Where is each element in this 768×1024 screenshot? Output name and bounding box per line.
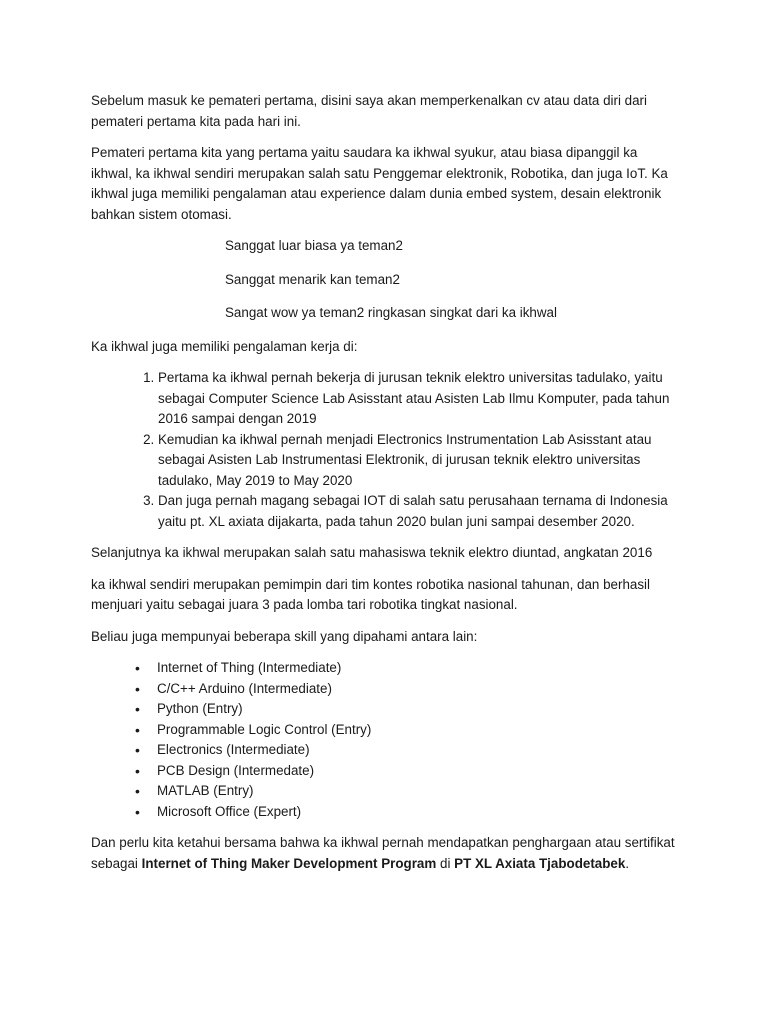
- skill-item: • MATLAB (Entry): [135, 781, 681, 802]
- profile-paragraph: Pemateri pertama kita yang pertama yaitu saudara ka ikhwal syukur, atau biasa dipanggil ka ikhwal, ka ikhwal sendiri merupakan salah satu Penggemar elektronik, Robotika, dan juga IoT. Ka ikhwal juga memiliki pengalaman atau experience dalam dunia embed system, desain elektronik bahkan sistem otomasi.: [91, 145, 668, 222]
- closing-connector: di: [436, 855, 455, 871]
- skills-heading: Beliau juga mempunyai beberapa skill yang dipahami antara lain:: [91, 628, 478, 644]
- skills-list: [91, 658, 681, 822]
- leader-paragraph: ka ikhwal sendiri merupakan pemimpin dari tim kontes robotika nasional tahunan, dan berhasil menjuari yaitu sebagai juara 3 pada lomba tari robotika tingkat nasional.: [91, 576, 650, 612]
- remark-line: Sanggat luar biasa ya teman2: [225, 238, 403, 253]
- closing-paragraph: [91, 833, 681, 874]
- remark-line: Sangat wow ya teman2 ringkasan singkat dari ka ikhwal: [225, 305, 557, 320]
- experience-list: [91, 368, 681, 532]
- experience-item: 3. Dan juga pernah magang sebagai IOT di salah satu perusahaan ternama di Indonesia yaitu pt. XL axiata dijakarta, pada tahun 2020 bulan juni sampai desember 2020.: [158, 491, 681, 532]
- skill-item: • Programmable Logic Control (Entry): [135, 720, 681, 741]
- closing-period: .: [625, 855, 630, 871]
- intro-paragraph: Sebelum masuk ke pemateri pertama, disini saya akan memperkenalkan cv atau data diri dari pemateri pertama kita pada hari ini.: [91, 93, 647, 129]
- skill-item: • Microsoft Office (Expert): [135, 802, 681, 823]
- skill-item: • PCB Design (Intermedate): [135, 761, 681, 782]
- skill-item: • C/C++ Arduino (Intermediate): [135, 679, 681, 700]
- remark-line: Sanggat menarik kan teman2: [225, 271, 400, 287]
- company-name: PT XL Axiata Tjabodetabek: [454, 855, 626, 871]
- closing-text: Dan perlu kita ketahui bersama bahwa ka ikhwal pernah mendapatkan penghargaan atau sertifikat sebagai: [91, 835, 675, 871]
- program-name: Internet of Thing Maker Development Program: [141, 855, 437, 871]
- experience-item: 1. Pertama ka ikhwal pernah bekerja di jurusan teknik elektro universitas tadulako, yaitu sebagai Computer Science Lab Asisstant atau Asisten Lab Ilmu Komputer, pada tahun 2016 sampai dengan 2019: [158, 368, 681, 430]
- experience-heading: Ka ikhwal juga memiliki pengalaman kerja di:: [91, 338, 358, 354]
- document-body: [91, 91, 681, 885]
- skill-item: • Python (Entry): [135, 699, 681, 720]
- skill-item: • Electronics (Intermediate): [135, 740, 681, 761]
- student-paragraph: Selanjutnya ka ikhwal merupakan salah satu mahasiswa teknik elektro diuntad, angkatan 2016: [91, 545, 653, 560]
- experience-item: 2. Kemudian ka ikhwal pernah menjadi Electronics Instrumentation Lab Asisstant atau sebagai Asisten Lab Instrumentasi Elektronik, di jurusan teknik elektro universitas tadulako, May 2019 to May 2020: [158, 430, 681, 492]
- skill-item: • Internet of Thing (Intermediate): [135, 658, 681, 679]
